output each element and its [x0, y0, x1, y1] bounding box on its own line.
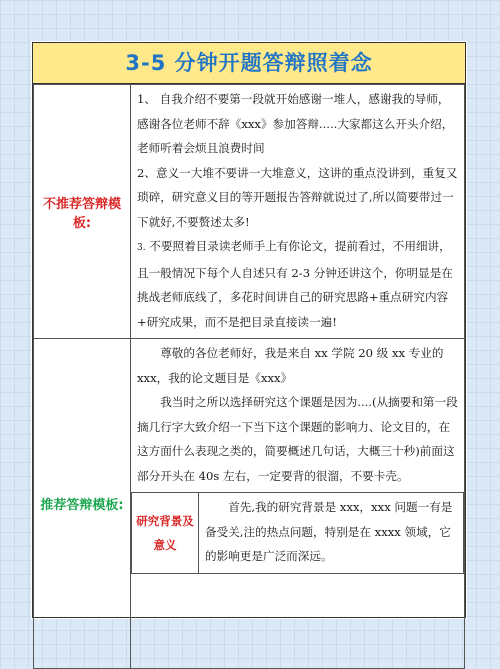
good-template-content [131, 339, 465, 669]
good-para-1: 尊敬的各位老师好，我是来自 xx 学院 20 级 xx 专业的 xxx，我的论文题目是《xxx》 [137, 346, 444, 385]
bad-item-1-num: 1、 [137, 92, 156, 106]
good-template-row [34, 339, 465, 669]
template-table [33, 84, 465, 669]
good-template-text [131, 339, 464, 492]
bad-item-2 [137, 161, 459, 235]
bad-template-label: 不推荐答辩模板: [34, 85, 131, 339]
good-para-2: 我当时之所以选择研究这个课题是因为....(从摘要和第一段摘几行字大致介绍一下当下这个课题的影响力、论文目的，在这方面什么表现之类的，简要概述几句话，大概三十秒)前面这部分开头在 40s 左右，一定要背的很溜，不要卡壳。 [137, 395, 458, 483]
bad-item-2-num: 2、 [137, 165, 156, 180]
bad-item-3-text: 不要照着目录读老师手上有你论文，提前看过，不用细讲，且一般情况下每个人自述只有 2-3 分钟还讲这个，你明显是在挑战老师底线了，多花时间讲自己的研究思路+重点研究内容+研究成果，而不是把目录直接读一遍! [137, 239, 453, 329]
sub-section-content [199, 493, 464, 574]
sub-section-text: 首先,我的研究背景是 xxx，xxx 问题一有是备受关,注的热点问题，特别是在 xxxx 领域，它的影响更是广泛而深远。 [205, 500, 453, 563]
sub-section-table [131, 492, 464, 574]
good-template-label: 推荐答辩模板: [34, 339, 131, 669]
template-card [32, 42, 466, 618]
page-title: 3-5 分钟开题答辩照着念 [33, 43, 465, 84]
bad-item-3-num: 3. [137, 243, 146, 253]
bad-template-row [34, 85, 465, 339]
sub-section-label: 研究背景及意义 [132, 493, 199, 574]
bad-template-content [131, 85, 465, 339]
bad-item-1-text: 自我介绍不要第一段就开始感谢一堆人，感谢我的导师，感谢各位老师不辞《xxx》参加答辩.....大家都这么开头介绍，老师听着会烦且浪费时间 [137, 92, 454, 155]
bad-item-3 [137, 234, 459, 334]
bad-item-1 [137, 87, 459, 161]
bad-item-2-text: 意义一大堆不要讲一大堆意义，这讲的重点没讲到，重复又琐碎，研究意义目的等开题报告答辩就说过了,所以简要带过一下就好,不要赘述太多! [137, 165, 458, 229]
